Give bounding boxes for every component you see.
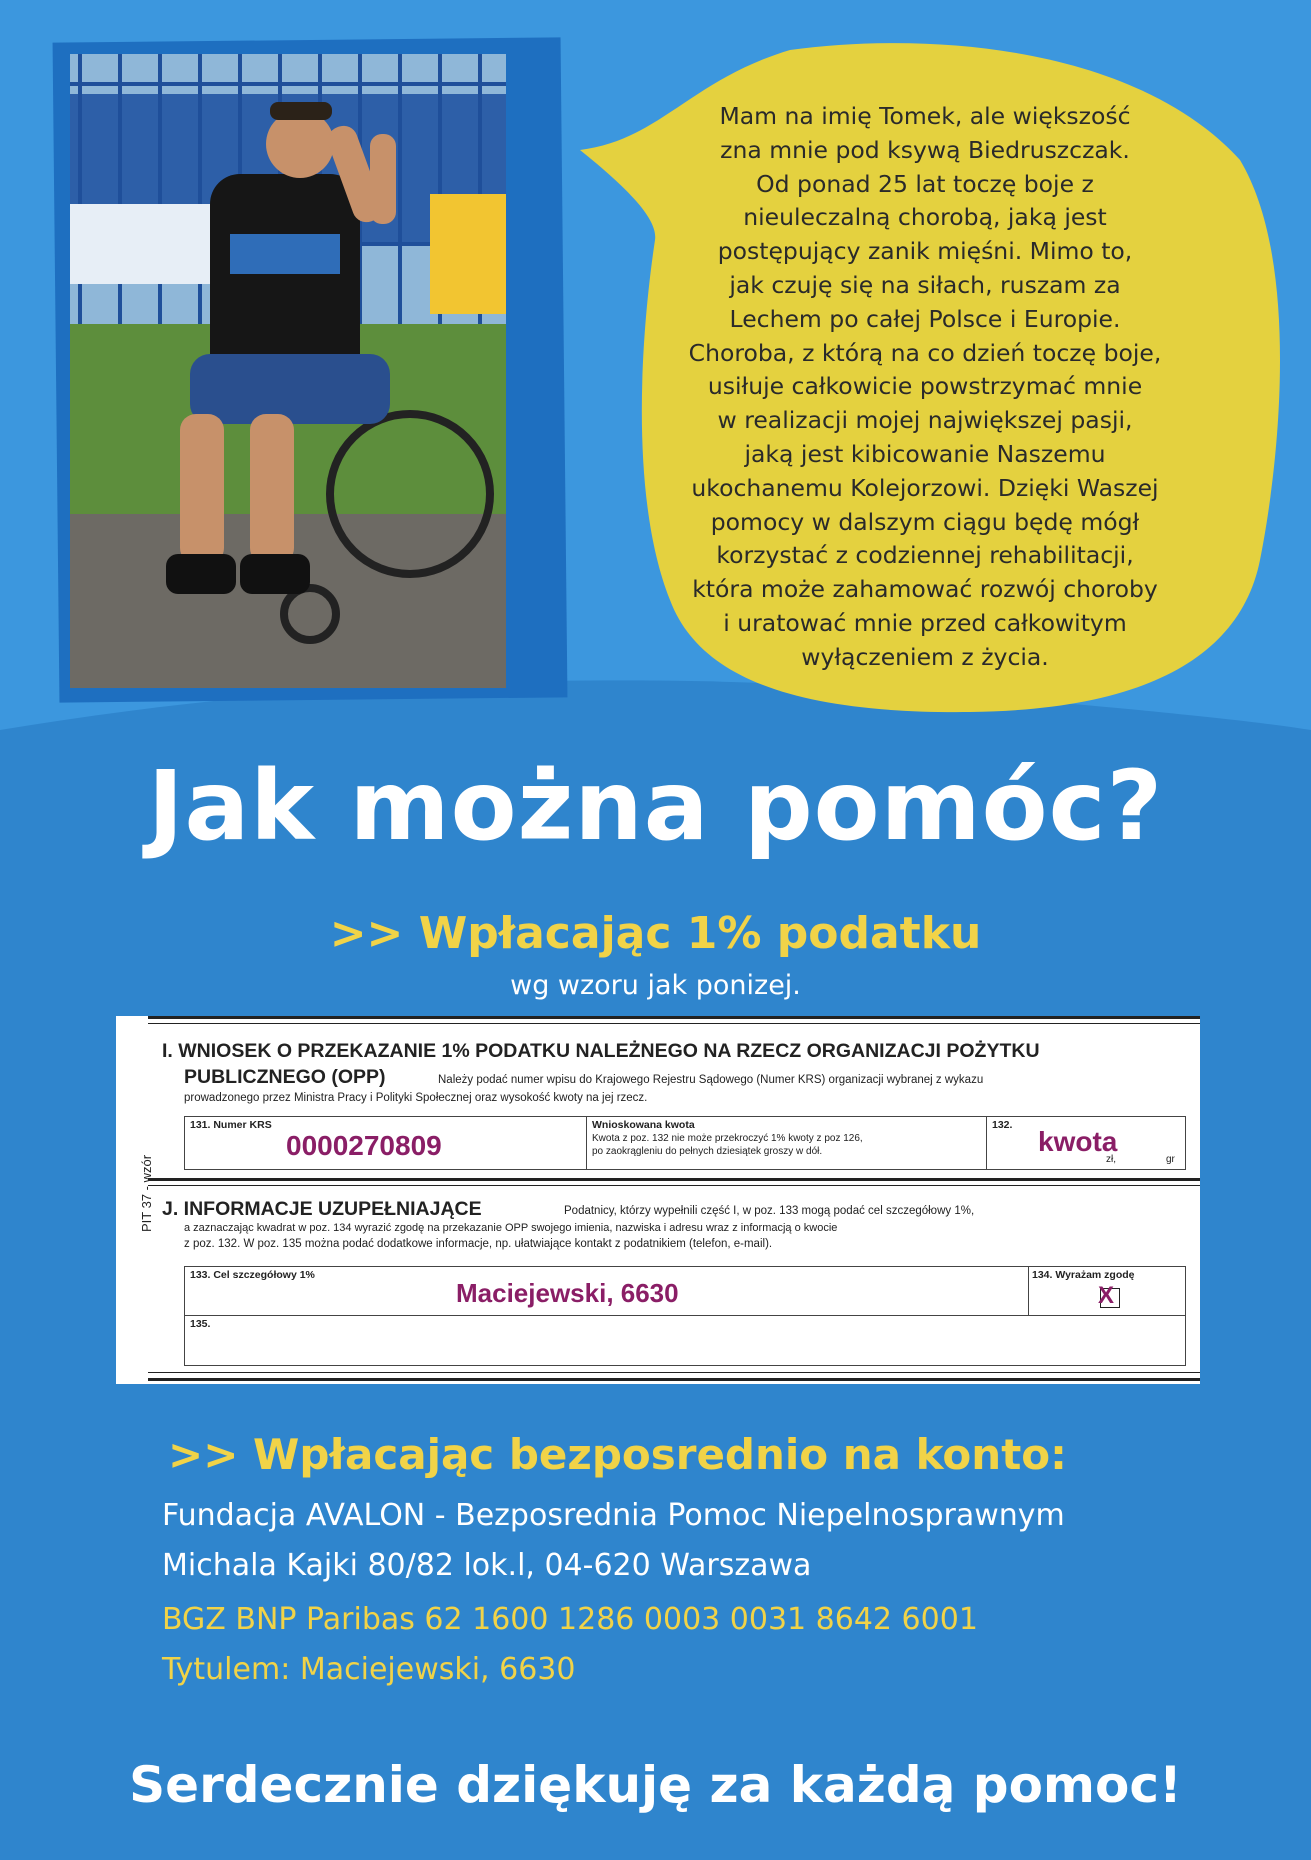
story-line: Mam na imię Tomek, ale większość (719, 102, 1131, 130)
story-line: jaką jest kibicowanie Naszemu (744, 439, 1106, 468)
form-rule (148, 1023, 1200, 1024)
consent-label: 134. Wyrażam zgodę (1032, 1269, 1135, 1281)
foundation-address: Michala Kajki 80/82 lok.l, 04-620 Warszawa (162, 1548, 812, 1583)
pit-form (116, 1016, 1200, 1384)
consent-mark: X (1098, 1282, 1115, 1309)
gr-label: gr (1166, 1154, 1175, 1165)
story-line: zna mnie pod ksywą Biedruszczak. (720, 135, 1130, 164)
option1-note: wg wzoru jak ponizej. (510, 970, 801, 1001)
story-line: jak czuję się na siłach, ruszam za (729, 270, 1121, 299)
extra-label: 135. (190, 1318, 211, 1330)
headline: Jak można pomóc? (147, 750, 1164, 862)
amount-label: Wnioskowana kwota (592, 1119, 695, 1131)
form-rule (148, 1185, 1200, 1186)
form-rule (148, 1378, 1200, 1381)
form-rule (148, 1372, 1200, 1373)
section-j-desc-cont2: z poz. 132. W poz. 135 można podać dodatkowe informacje, np. ułatwiające kontakt z podatnikiem (telefon, e-mail). (184, 1238, 773, 1250)
section-i-title: I. WNIOSEK O PRZEKAZANIE 1% PODATKU NALEŻNEGO NA RZECZ ORGANIZACJI POŻYTKU (162, 1040, 1040, 1062)
amount-desc: Kwota z poz. 132 nie może przekroczyć 1% kwoty z poz 126, (592, 1133, 863, 1144)
section-i-desc-cont: prowadzonego przez Ministra Pracy i Polityki Społecznej oraz wysokość kwoty na jej rzecz. (184, 1092, 648, 1104)
section-j-desc-cont: a zaznaczając kwadrat w poz. 134 wyrazić zgodę na przekazanie OPP swojego imienia, nazwiska i adresu wraz z informacją o kwocie (184, 1222, 838, 1234)
story-line: w realizacji mojej największej pasji, (717, 406, 1133, 435)
story-line: pomocy w dalszym ciągu będę mógł (710, 507, 1140, 536)
bank-account: BGZ BNP Paribas 62 1600 1286 0003 0031 8642 6001 (162, 1602, 978, 1637)
story-line: ukochanemu Kolejorzowi. Dzięki Waszej (691, 473, 1159, 502)
amount-value: kwota (1038, 1126, 1118, 1157)
section-j-title: J. INFORMACJE UZUPEŁNIAJĄCE (162, 1198, 482, 1220)
story-line: usiłuje całkowicie powstrzymać mnie (707, 372, 1143, 401)
section-i-title-cont: PUBLICZNEGO (OPP) (184, 1066, 386, 1088)
story-line: Choroba, z którą na co dzień toczę boje, (688, 338, 1162, 367)
story-line: postępujący zanik mięśni. Mimo to, (717, 237, 1133, 266)
amount-field-label: 132. (992, 1119, 1013, 1131)
story-line: nieuleczalną chorobą, jaką jest (743, 203, 1107, 232)
zl-label: zł, (1106, 1154, 1116, 1165)
section-j-desc: Podatnicy, którzy wypełnili część I, w poz. 133 mogą podać cel szczegółowy 1%, (564, 1205, 975, 1217)
form-side-label: PIT 37 - wzór (139, 1154, 155, 1233)
form-rule (148, 1016, 1200, 1019)
story-line: Lechem po całej Polsce i Europie. (729, 304, 1121, 333)
story-line: która może zahamować rozwój choroby (692, 575, 1158, 604)
story-line: Od ponad 25 lat toczę boje z (756, 169, 1094, 198)
story-line: wyłączeniem z życia. (801, 642, 1049, 671)
option2-title: >> Wpłacając bezposrednio na konto: (168, 1430, 1067, 1479)
story-line: i uratować mnie przed całkowitym (723, 608, 1127, 637)
thanks-text: Serdecznie dziękuję za każdą pomoc! (129, 1756, 1182, 1814)
photo-man-in-wheelchair (70, 54, 506, 688)
goal-label: 133. Cel szczegółowy 1% (190, 1269, 315, 1281)
option1-title: >> Wpłacając 1% podatku (329, 908, 982, 959)
form-rule (148, 1178, 1200, 1181)
section-i-desc: Należy podać numer wpisu do Krajowego Rejestru Sądowego (Numer KRS) organizacji wybranej z wykazu (438, 1074, 984, 1086)
story-line: korzystać z codziennej rehabilitacji, (716, 541, 1134, 570)
foundation-name: Fundacja AVALON - Bezposrednia Pomoc Niepelnosprawnym (162, 1498, 1065, 1533)
transfer-title: Tytulem: Maciejewski, 6630 (162, 1652, 576, 1687)
amount-desc-cont: po zaokrągleniu do pełnych dziesiątek groszy w dół. (592, 1146, 823, 1157)
krs-value: 0000270809 (286, 1130, 442, 1161)
krs-label: 131. Numer KRS (190, 1119, 272, 1131)
story-text (650, 100, 1200, 675)
goal-value: Maciejewski, 6630 (456, 1278, 679, 1308)
